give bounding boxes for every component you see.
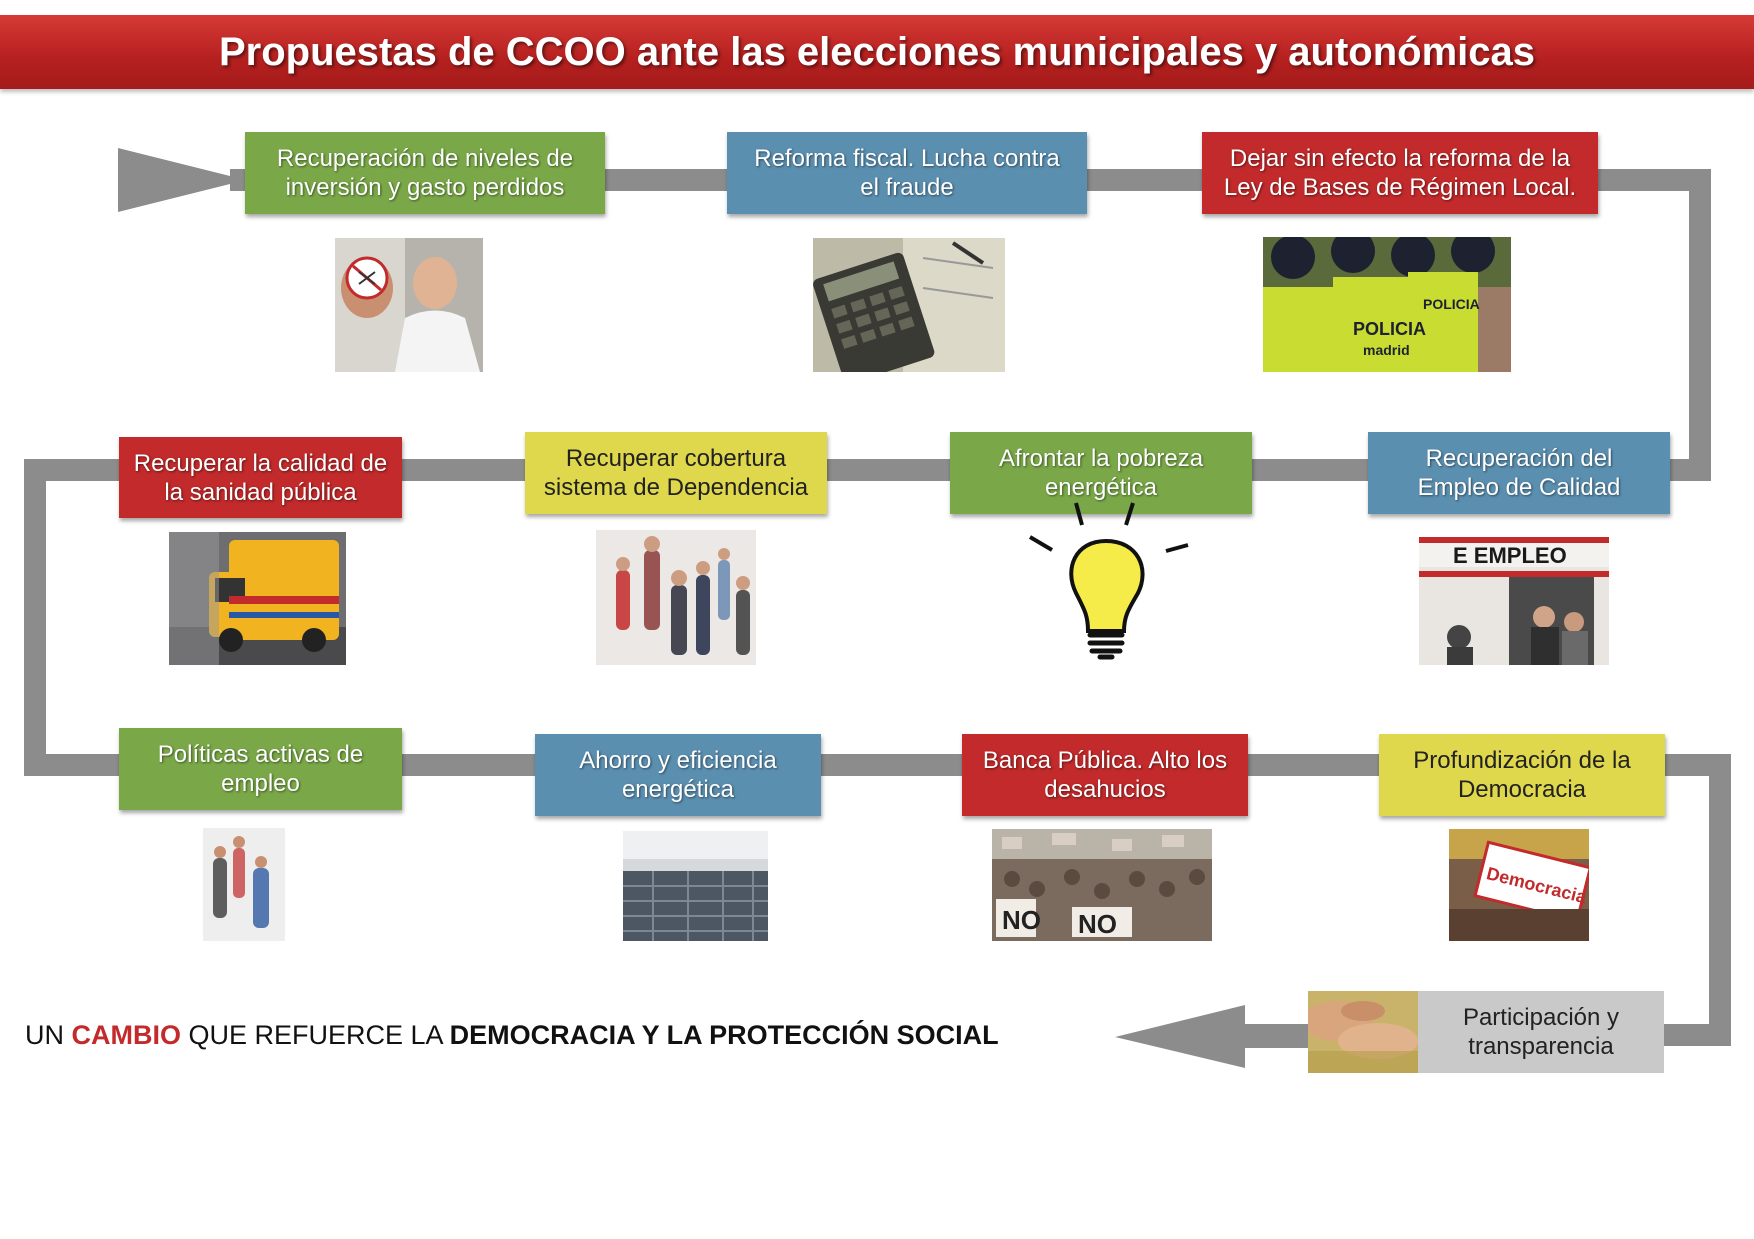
photo-employment-office (1419, 537, 1609, 665)
slogan-accent: CAMBIO (71, 1020, 181, 1050)
step-text-line: Empleo de Calidad (1417, 474, 1621, 501)
protest-sign-text: NO (1002, 905, 1041, 935)
end-arrow-icon (1115, 1005, 1245, 1068)
step-text-line: energética (621, 776, 735, 803)
step-box-inversion (245, 132, 605, 214)
photo-hands (1308, 991, 1418, 1073)
slogan-emphasis: DEMOCRACIA Y LA PROTECCIÓN SOCIAL (449, 1020, 999, 1050)
step-box-empleo-calidad (1368, 432, 1670, 514)
step-text-line: empleo (221, 770, 300, 797)
step-box-politicas-activas (119, 728, 402, 810)
step-text-line: energética (1044, 474, 1158, 501)
step-box-ahorro-eficiencia (535, 734, 821, 816)
photo-walking-people (596, 530, 756, 665)
step-text-line: Reforma fiscal. Lucha contra (754, 145, 1060, 172)
photo-lightbulb (1020, 495, 1195, 670)
police-vest-text: POLICIA (1353, 319, 1427, 339)
step-box-regimen-local (1202, 132, 1598, 214)
step-text-line: Profundización de la (1413, 747, 1631, 774)
step-box-democracia (1379, 734, 1665, 816)
step-text-line: Dejar sin efecto la reforma de la (1229, 145, 1571, 172)
slogan-part: UN (25, 1020, 72, 1050)
democracy-sign-text: Democracia (1484, 863, 1589, 908)
step-text-line: Banca Pública. Alto los (982, 747, 1228, 774)
step-box-reforma-fiscal (727, 132, 1087, 214)
step-text-line: desahucios (1044, 776, 1166, 803)
photo-protest-crowd (992, 829, 1212, 941)
step-text-line: Democracia (1457, 776, 1587, 803)
police-vest-subtext: madrid (1363, 342, 1410, 358)
step-box-dependencia (525, 432, 827, 514)
photo-democracia-sign (1449, 829, 1589, 941)
protest-sign-text-2: NO (1078, 909, 1117, 939)
step-text-line: Recuperar cobertura (565, 445, 787, 472)
step-text-line: Ahorro y eficiencia (579, 747, 777, 774)
step-text-line: Afrontar la pobreza (998, 445, 1204, 472)
police-vest-text-2: POLICIA (1423, 296, 1480, 312)
step-text-line: el fraude (860, 174, 954, 201)
photo-people-motion (203, 828, 285, 941)
step-text-line: Recuperar la calidad de (133, 449, 388, 477)
photo-protest-badge (335, 238, 483, 372)
photo-ambulance (169, 532, 346, 665)
step-text-line: la sanidad pública (164, 478, 357, 506)
step-box-participacion (1418, 991, 1664, 1073)
photo-police (1263, 237, 1511, 372)
step-box-banca-publica (962, 734, 1248, 816)
step-box-sanidad (119, 437, 402, 518)
photo-solar-panels (623, 831, 768, 941)
closing-slogan (25, 1020, 999, 1051)
photo-calculator (813, 238, 1005, 372)
employment-sign-text: E EMPLEO (1453, 543, 1567, 568)
step-text-line: Recuperación del (1425, 445, 1613, 472)
page-title: Propuestas de CCOO ante las elecciones municipales y autonómicas (218, 29, 1535, 74)
step-text-line: transparencia (1468, 1033, 1614, 1060)
step-text-line: Participación y (1462, 1004, 1620, 1031)
step-text-line: Ley de Bases de Régimen Local. (1223, 174, 1577, 201)
slogan-part: QUE REFUERCE LA (181, 1020, 450, 1050)
step-text-line: Políticas activas de (157, 741, 364, 768)
step-text-line: inversión y gasto perdidos (285, 174, 565, 201)
step-text-line: sistema de Dependencia (543, 474, 809, 501)
step-text-line: Recuperación de niveles de (276, 145, 574, 172)
start-arrow-icon (118, 148, 246, 212)
